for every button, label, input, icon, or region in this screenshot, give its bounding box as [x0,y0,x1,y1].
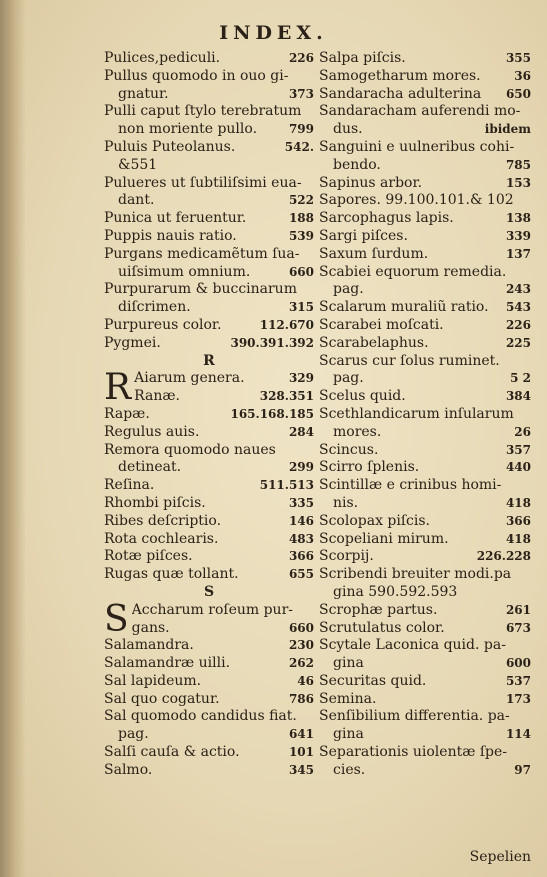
entry-text: Pulices,pediculi. [104,50,221,66]
page-reference: 655 [288,567,314,582]
page-reference: 650 [505,86,531,101]
page-reference: 173 [505,691,531,706]
page-reference: 483 [288,531,314,546]
entry-text: gina [333,655,364,672]
entry-text: diſcrimen. [118,299,191,316]
index-entry [319,228,531,246]
entry-text: Salamandra. [104,637,194,654]
page-reference: 542. [284,139,314,154]
section-letter [104,353,314,371]
entry-text: nis. [333,494,359,511]
page-reference: 786 [288,691,314,706]
index-entry [104,210,314,228]
index-entry [319,531,531,549]
page-reference: 335 [288,495,314,510]
entry-text: Scorpij. [319,548,374,565]
page-reference: 315 [288,300,314,315]
index-entry [319,566,531,584]
page-gutter-shadow [0,0,26,877]
entry-text: Samogetharum mores. [319,67,481,84]
entry-text: Sandaracha adulterina [319,85,482,102]
index-entry [104,406,314,424]
index-column-right [319,50,531,780]
entry-text: Scelus quid. [319,388,406,405]
entry-text: Scalarum muraliũ ratio. [319,299,489,316]
index-entry [104,673,314,691]
page-reference: 799 [288,122,314,137]
drop-cap-entry [104,602,314,638]
index-entry [104,726,314,744]
page-reference: 539 [288,228,314,243]
entry-text: Sal lapideum. [104,672,202,689]
index-entry [319,620,531,638]
index-entry [319,139,531,157]
index-entry [104,335,314,353]
entry-text: pag. [333,370,364,387]
catchword: Sepelien [469,849,531,865]
index-entry [319,264,531,282]
entry-text: gina 590.592.593 [333,583,458,600]
entry-text: Puluis Puteolanus. [104,138,236,155]
index-entry [319,335,531,353]
entry-text: Sal quomodo candidus fiat. [104,708,297,725]
entry-text: Salamandræ uilli. [104,655,231,672]
page-header: INDEX. [219,22,328,44]
index-entry [104,548,314,566]
page-reference: 112.670 [259,317,314,332]
index-entry [104,121,314,139]
index-entry [104,157,314,175]
entry-text: Ranæ. [134,388,180,405]
entry-text: Pulueres ut ſubtiliſsimi eua- [104,174,302,191]
index-entry [104,175,314,193]
page-reference: 384 [505,389,531,404]
index-entry [319,708,531,726]
page-reference: 366 [288,549,314,564]
index-entry [104,264,314,282]
entry-text: Sal quo cogatur. [104,690,220,707]
index-entry [104,708,314,726]
page-reference: 641 [288,727,314,742]
page-reference: 339 [505,228,531,243]
index-entry [319,68,531,86]
page-reference: 138 [505,211,531,226]
entry-text: Accharum roſeum pur- [131,601,293,618]
entry-text: Reſina. [104,477,155,494]
index-entry [104,228,314,246]
entry-text: Scarabei moſcati. [319,316,444,333]
index-entry [104,655,314,673]
page-reference: 225 [505,335,531,350]
entry-text: Scarabelaphus. [319,334,429,351]
entry-text: Semina. [319,690,377,707]
index-entry [319,744,531,762]
index-entry [104,762,314,780]
entry-text: Aiarum genera. [134,370,245,387]
page-reference: 418 [505,531,531,546]
index-entry [319,602,531,620]
index-entry [319,50,531,68]
entry-text: cies. [333,761,366,778]
entry-text: Scrutulatus color. [319,619,445,636]
drop-cap-letter: R [104,370,132,406]
page-reference: 440 [505,460,531,475]
entry-text: Purpurarum & buccinarum [104,281,297,298]
page-reference: 137 [505,246,531,261]
page-reference: 373 [288,86,314,101]
index-entry [319,210,531,228]
page-reference: 165.168.185 [230,406,314,421]
index-entry [104,459,314,477]
entry-text: uiſsimum omnium. [118,263,251,280]
index-entry [319,424,531,442]
index-entry [319,762,531,780]
index-entry [104,637,314,655]
page-reference: 153 [505,175,531,190]
page-reference: 660 [288,620,314,635]
page-reference: 230 [288,638,314,653]
page-reference: 366 [505,513,531,528]
drop-cap-letter: S [104,601,129,638]
page-reference: 390.391.392 [230,335,314,350]
entry-text: Purgans medicamẽtum ſua- [104,245,300,262]
index-entry [319,513,531,531]
index-entry [319,548,531,566]
index-entry [319,726,531,744]
index-entry [319,281,531,299]
entry-text: Sandaracham auferendi mo- [319,103,521,120]
section-letter-text: S [203,583,215,600]
entry-text: Rapæ. [104,405,150,422]
entry-text: Scincus. [319,441,379,458]
index-entry [319,691,531,709]
entry-text: Regulus auis. [104,423,200,440]
index-entry [319,637,531,655]
entry-text: gnatur. [118,85,169,102]
entry-text: Securitas quid. [319,672,427,689]
entry-text: Scarus cur ſolus ruminet. [319,352,500,369]
index-entry [104,744,314,762]
index-entry [104,139,314,157]
entry-text: pag. [333,281,364,298]
index-entry [104,68,314,86]
index-entry [104,317,314,335]
index-entry [319,157,531,175]
index-entry [319,388,531,406]
entry-text: Pygmei. [104,334,161,351]
entry-text: Scrophæ partus. [319,601,438,618]
page-reference: 543 [505,300,531,315]
entry-text: Sapinus arbor. [319,174,423,191]
page-reference: 357 [505,442,531,457]
page-reference: 785 [505,157,531,172]
entry-text: Salpa piſcis. [319,50,406,66]
entry-text: Salmo. [104,761,153,778]
index-entry [104,495,314,513]
entry-text: Scintillæ e crinibus homi- [319,477,502,494]
entry-text: Purpureus color. [104,316,222,333]
index-entry [134,370,314,388]
index-entry [319,353,531,371]
page-reference: 537 [505,673,531,688]
entry-text: Sargi piſces. [319,227,408,244]
entry-text: Scirro ſplenis. [319,459,420,476]
index-entry [104,424,314,442]
index-entry [319,317,531,335]
page-reference: 328.351 [259,389,314,404]
entry-text: detineat. [118,459,182,476]
index-entry [319,370,531,388]
index-entry [319,477,531,495]
index-entry [134,388,314,406]
drop-cap-entry [104,370,314,406]
page-reference: 600 [505,656,531,671]
entry-text: Scabiei equorum remedia. [319,263,507,280]
entry-text: Salſi cauſa & actio. [104,744,240,761]
page-reference: 243 [505,282,531,297]
entry-text: Scethlandicarum inſularum [319,405,514,422]
entry-text: Saxum ſurdum. [319,245,429,262]
index-column-left [104,50,314,780]
page-reference: 660 [288,264,314,279]
entry-text: Scolopax piſcis. [319,512,430,529]
page-reference: 329 [288,371,314,386]
entry-text: Puppis nauis ratio. [104,227,237,244]
entry-text: Scopeliani mirum. [319,530,449,547]
index-entry [319,495,531,513]
entry-text: Punica ut feruentur. [104,210,247,227]
index-entry [319,192,531,210]
index-entry [319,121,531,139]
entry-text: Rhombi piſcis. [104,494,206,511]
index-entry [319,406,531,424]
page-reference: 299 [288,460,314,475]
page-reference: 345 [288,762,314,777]
page-reference: 511.513 [259,478,314,493]
index-entry [104,513,314,531]
page-reference: 418 [505,495,531,510]
section-letter [104,584,314,602]
entry-text: pag. [118,726,149,743]
entry-text: gina [333,726,364,743]
entry-text: Pulli caput ſtylo terebratum [104,103,302,120]
index-entry [104,281,314,299]
page-reference: 97 [514,762,531,777]
index-entry [319,175,531,193]
entry-text: Senſibilium differentia. pa- [319,708,510,725]
entry-text: Rota cochlearis. [104,530,219,547]
index-entry [104,246,314,264]
entry-text: bendo. [333,156,381,173]
index-entry [319,673,531,691]
entry-text: Scytale Laconica quid. pa- [319,637,506,654]
index-entry [104,566,314,584]
page-reference: 101 [288,745,314,760]
index-entry [319,459,531,477]
entry-text: Scribendi breuiter modi.pa [319,566,512,583]
entry-text: mores. [333,423,382,440]
entry-text: Rugas quæ tollant. [104,566,239,583]
index-entry [104,299,314,317]
index-entry [319,442,531,460]
page-reference: 114 [505,727,531,742]
page-reference: 226.228 [476,549,531,564]
page-reference: 46 [297,673,314,688]
index-entry [319,246,531,264]
index-entry [104,531,314,549]
index-entry [132,620,314,638]
entry-text: Sarcophagus lapis. [319,210,454,227]
page-reference: 188 [288,211,314,226]
page-reference: 355 [505,51,531,65]
page-reference: 36 [514,68,531,83]
index-entry [319,584,531,602]
index-entry [319,86,531,104]
entry-text: Rotæ piſces. [104,548,193,565]
index-entry [104,192,314,210]
entry-text: Sanguini e uulneribus cohi- [319,138,515,155]
page-reference: 261 [505,602,531,617]
index-entry [104,442,314,460]
entry-text: Pullus quomodo in ouo gi- [104,67,289,84]
index-entry [104,50,314,68]
page-reference: 146 [288,513,314,528]
entry-text: gans. [131,619,170,636]
index-entry [104,103,314,121]
entry-text: Sapores. 99.100.101.& 102 [319,192,514,209]
index-entry [319,103,531,121]
entry-text: Remora quomodo naues [104,441,276,458]
page-reference: 522 [288,193,314,208]
entry-text: dant. [118,192,155,209]
entry-text: Ribes deſcriptio. [104,512,222,529]
section-letter-text: R [203,352,215,369]
entry-text: Separationis uiolentæ ſpe- [319,744,507,761]
entry-text: dus. [333,121,363,138]
index-entry [319,655,531,673]
index-entry [104,691,314,709]
page-reference: 226 [288,51,314,65]
page-reference: 226 [505,317,531,332]
entry-text: non moriente pullo. [118,121,258,138]
index-entry [132,602,314,620]
page-reference: 5 2 [510,371,531,386]
page-reference: ibidem [484,122,531,137]
entry-text: &551 [118,156,158,173]
page-reference: 284 [288,424,314,439]
page-reference: 26 [514,424,531,439]
index-entry [104,477,314,495]
index-entry [104,86,314,104]
page-reference: 673 [505,620,531,635]
index-entry [319,299,531,317]
page-reference: 262 [288,656,314,671]
